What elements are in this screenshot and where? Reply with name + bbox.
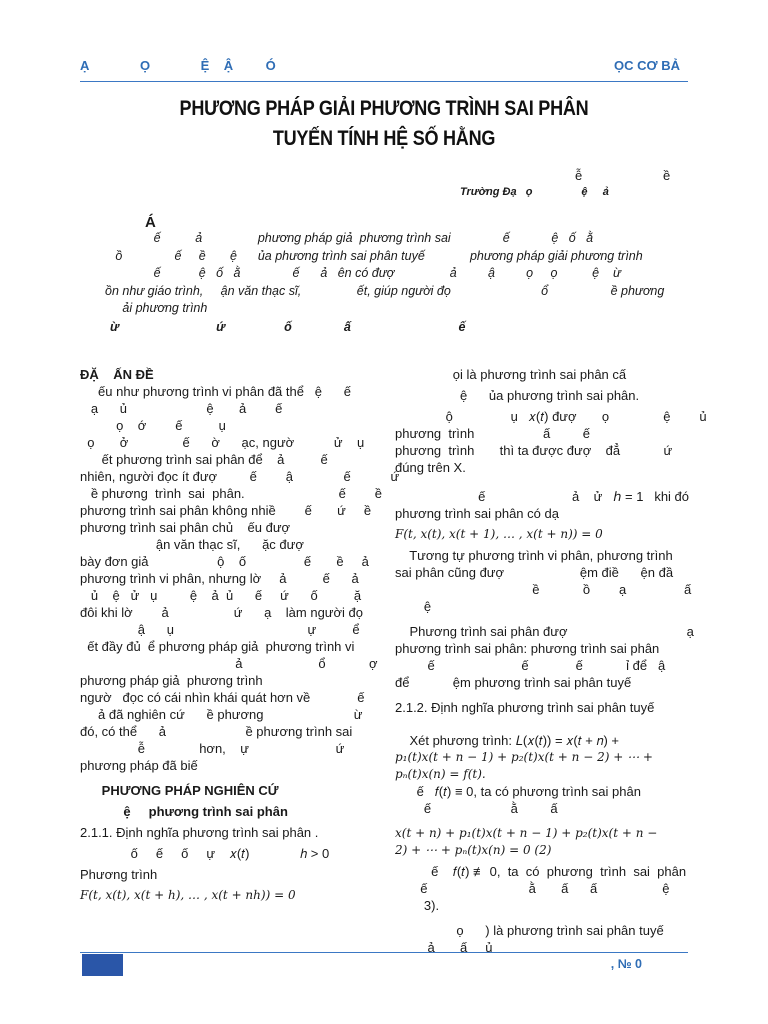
title-line-1: PHƯƠNG PHÁP GIẢI PHƯƠNG TRÌNH SAI PHÂN: [179, 97, 589, 120]
equation-line: 𝑥(𝑡 + 𝑛) + 𝑝₁(𝑡)𝑥(𝑡 + 𝑛 − 1) + 𝑝₂(𝑡)𝑥(𝑡 + 𝑛 −: [395, 826, 658, 840]
abstract-line: ế ệ ố ằ ế ả ên có đượ ả ậ ọ ọ ệ ừ: [105, 266, 621, 280]
running-header: [80, 56, 688, 82]
title-line-2: TUYẾN TÍNH HỆ SỐ HẰNG: [272, 127, 496, 150]
equation-line: 𝑝₁(𝑡)𝑥(𝑡 + 𝑛 − 1) + 𝑝₂(𝑡)𝑥(𝑡 + 𝑛 − 2) + ⋯ +: [395, 750, 653, 764]
body-line: 2.1.2. Định nghĩa phương trình sai phân tuyế: [395, 700, 655, 715]
body-line: ả đã nghiên cứ ề phương ừ: [80, 707, 363, 722]
abstract-label: Á: [145, 214, 156, 231]
section-heading: ệ phương trình sai phân: [80, 804, 288, 819]
body-line: phương trình sai phân có dạ: [395, 506, 559, 521]
body-line: ệ ủa phương trình sai phân.: [395, 388, 640, 403]
body-line: sai phân cũng đượ ệm điề ện đầ: [395, 565, 674, 580]
abstract-line: ồn như giáo trình, ận văn thạc sĩ, ết, giúp người đọ ổ ề phương: [105, 283, 665, 298]
body-line: ế ả ử ℎ = 1 khi đó: [395, 489, 690, 504]
left-column: [80, 366, 400, 904]
footer-color-block: [82, 954, 123, 976]
author-fragment-2: ề: [663, 168, 671, 183]
body-line: ọ ớ ế ụ: [80, 418, 226, 433]
body-line: ngườ đọc có cái nhìn khái quát hơn về ế: [80, 690, 365, 705]
body-line: ạ ủ ệ ả ế: [80, 401, 283, 416]
body-line: bày đơn giả ộ ố ế ề ả: [80, 554, 369, 569]
body-line: Tương tự phương trình vi phân, phương trình: [395, 548, 673, 563]
footer: [80, 952, 688, 976]
body-line: ề ồ ạ ấ: [395, 582, 692, 597]
affiliation: Trường Đạ ọ ệ ả: [460, 186, 609, 198]
body-line: ếu như phương trình vi phân đã thể ệ ế: [80, 384, 351, 399]
body-line: 3).: [395, 898, 440, 913]
body-line: Xét phương trình: 𝐿(𝑥(𝑡)) = 𝑥(𝑡 + 𝑛) +: [395, 733, 619, 748]
body-line: phương pháp đã biế: [80, 758, 198, 773]
body-line: ệ: [395, 599, 432, 614]
body-line: Phương trình: [80, 867, 158, 882]
body-line: ố ế ố ự 𝑥(𝑡) ℎ > 0: [80, 846, 330, 861]
body-line: ế ằ ấ ấ ệ: [395, 881, 670, 896]
body-line: phương trình ấ ế: [395, 426, 590, 441]
author-fragment-1: ễ: [575, 168, 583, 183]
body-line: ọ ) là phương trình sai phân tuyế: [395, 923, 664, 938]
body-line: 2.1.1. Định nghĩa phương trình sai phân .: [80, 825, 319, 840]
body-line: ộ ụ 𝑥(𝑡) đượ ọ ệ ủ: [395, 409, 707, 424]
right-column: [395, 366, 707, 956]
abstract: [105, 230, 685, 318]
section-heading: PHƯƠNG PHÁP NGHIÊN CỨ: [80, 783, 279, 798]
abstract-line: ế ả phương pháp giả phương trình sai ế ệ ố ằ: [105, 231, 594, 245]
body-line: ết phương trình sai phân để ả ế: [80, 452, 328, 467]
body-line: đôi khi lờ ả ứ ạ làm người đọ: [80, 605, 363, 620]
body-line: ận văn thạc sĩ, ặc đượ: [80, 537, 304, 552]
body-line: ả ấ ủ: [395, 940, 493, 955]
paper-title: [123, 94, 646, 154]
abstract-line: ồ ế ề ệ ủa phương trình sai phân tuyế phương pháp giải phương trình: [105, 248, 643, 263]
body-line: ọ ở ế ờ ạc, ngườ ử ụ: [80, 435, 365, 450]
journal-section: ỌC CƠ BẢ: [614, 58, 680, 73]
body-line: đúng trên X.: [395, 460, 466, 475]
body-line: phương pháp giả phương trình: [80, 673, 263, 688]
body-line: ọi là phương trình sai phân cấ: [395, 367, 627, 382]
body-line: để ệm phương trình sai phân tuyế: [395, 675, 632, 690]
body-line: phương trình sai phân không nhiề ế ứ ề: [80, 503, 372, 518]
body-line: phương trình sai phân: phương trình sai phân: [395, 641, 660, 656]
abstract-line: ải phương trình: [105, 301, 208, 315]
body-line: nhiên, người đọc ít đượ ế ậ ế ứ: [80, 469, 400, 484]
body-line: phương trình thì ta được đượ đẳ ứ: [395, 443, 673, 458]
body-line: ả ổ ợ: [80, 656, 378, 671]
section-heading: ĐẶ ẤN ĐỀ: [80, 367, 154, 382]
equation-line: 𝑝ₙ(𝑡)𝑥(𝑛) = 𝑓(𝑡).: [395, 767, 486, 781]
journal-name: Ạ Ọ Ệ Ậ Ó: [80, 58, 276, 73]
body-line: ết đầy đủ ể phương pháp giả phương trình vi: [80, 639, 355, 654]
keywords: ừ ứ ố ấ ế: [110, 320, 466, 334]
body-line: ậ ụ ự ể: [80, 622, 360, 637]
equation-line: 2) + ⋯ + 𝑝ₙ(𝑡)𝑥(𝑛) = 0 (2): [395, 843, 552, 857]
body-line: phương trình vi phân, nhưng lờ ả ế ả: [80, 571, 359, 586]
equation-line: 𝐹(𝑡, 𝑥(𝑡), 𝑥(𝑡 + ℎ), … , 𝑥(𝑡 + 𝑛ℎ)) = 0: [80, 888, 296, 902]
body-line: ế ằ ấ: [395, 801, 558, 816]
body-line: ế ế ế ỉ để ậ: [395, 658, 666, 673]
body-line: ế 𝑓(𝑡) ≢ 0, ta có phương trình sai phân: [395, 864, 687, 879]
body-line: Phương trình sai phân đượ ạ: [395, 624, 694, 639]
body-line: ề phương trình sai phân. ế ề: [80, 486, 382, 501]
footer-issue: , № 0: [610, 957, 642, 971]
body-line: phương trình sai phân chủ ếu đượ: [80, 520, 291, 535]
body-line: ủ ệ ử ụ ệ ả ủ ế ứ ố ặ: [80, 588, 362, 603]
body-line: đó, có thể ả ề phương trình sai: [80, 724, 353, 739]
body-line: ế 𝑓(𝑡) ≡ 0, ta có phương trình sai phân: [395, 784, 641, 799]
body-line: ễ hơn, ự ứ: [80, 741, 345, 756]
equation-line: 𝐹(𝑡, 𝑥(𝑡), 𝑥(𝑡 + 1), … , 𝑥(𝑡 + 𝑛)) = 0: [395, 527, 603, 541]
